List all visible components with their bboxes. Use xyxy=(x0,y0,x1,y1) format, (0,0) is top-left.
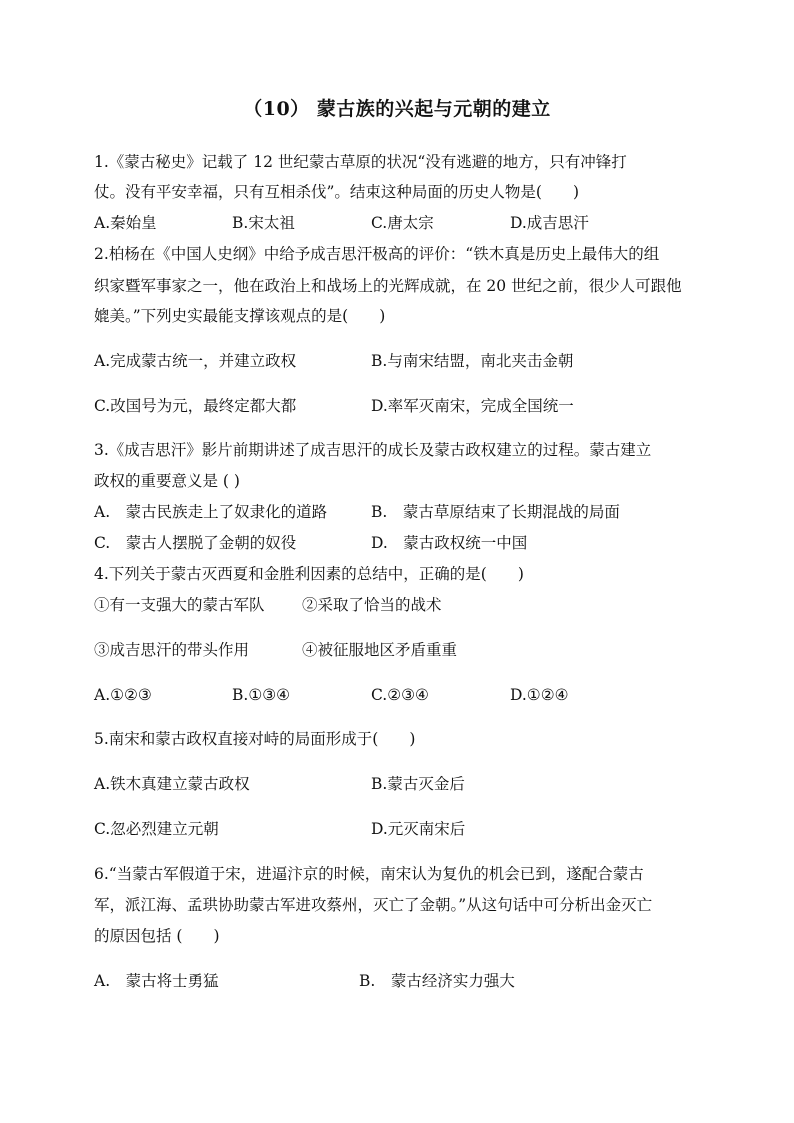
question-1-options xyxy=(94,213,704,233)
question-2-option-c: C.改国号为元，最终定都大都 xyxy=(94,397,297,415)
question-1-line-1: 1.《蒙古秘史》记载了 12 世纪蒙古草原的状况“没有逃避的地方，只有冲锋打 xyxy=(94,153,627,171)
question-3-option-a: A. 蒙古民族走上了奴隶化的道路 xyxy=(94,503,328,521)
question-2-options-row-1 xyxy=(94,351,704,371)
question-6-line-1: 6.“当蒙古军假道于宋，进逼汴京的时候，南宋认为复仇的机会已到，遂配合蒙古 xyxy=(94,865,644,883)
question-4-option-d: D.①②④ xyxy=(510,686,569,704)
question-5-line-1: 5.南宋和蒙古政权直接对峙的局面形成于( ) xyxy=(94,730,416,748)
question-5-option-c: C.忽必烈建立元朝 xyxy=(94,820,219,838)
question-4-items-row-1 xyxy=(94,595,704,615)
question-4-option-a: A.①②③ xyxy=(94,686,152,704)
question-4-option-c: C.②③④ xyxy=(371,686,429,704)
question-2-line-3: 媲美。”下列史实最能支撑该观点的是( ) xyxy=(94,307,386,325)
question-1-line-2: 仗。没有平安幸福，只有互相杀伐”。结束这种局面的历史人物是( ) xyxy=(94,183,580,201)
question-1-option-d: D.成吉思汗 xyxy=(510,214,589,232)
question-5-option-a: A.铁木真建立蒙古政权 xyxy=(94,775,250,793)
question-2-option-b: B.与南宋结盟，南北夹击金朝 xyxy=(371,352,574,370)
question-5-option-d: D.元灭南宋后 xyxy=(371,820,466,838)
question-1-option-c: C.唐太宗 xyxy=(371,214,434,232)
question-4-item-2: ②采取了恰当的战术 xyxy=(302,596,442,614)
question-2-line-1: 2.柏杨在《中国人史纲》中给予成吉思汗极高的评价：“铁木真是历史上最伟大的组 xyxy=(94,245,660,263)
question-4-item-4: ④被征服地区矛盾重重 xyxy=(302,641,458,659)
question-4-items-row-2 xyxy=(94,640,704,660)
question-2-option-a: A.完成蒙古统一，并建立政权 xyxy=(94,352,297,370)
question-4-item-3: ③成吉思汗的带头作用 xyxy=(94,641,250,659)
question-2-options-row-2 xyxy=(94,396,704,416)
question-5-options-row-2 xyxy=(94,819,704,839)
question-3-options-row-2 xyxy=(94,533,704,553)
question-5-options-row-1 xyxy=(94,774,704,794)
question-4-options xyxy=(94,685,704,705)
question-3-option-b: B. 蒙古草原结束了长期混战的局面 xyxy=(371,503,620,521)
question-4-item-1: ①有一支强大的蒙古军队 xyxy=(94,596,265,614)
question-6-line-2: 军，派江海、孟珙协助蒙古军进攻蔡州，灭亡了金朝。”从这句话中可分析出金灭亡 xyxy=(94,896,653,914)
question-1-option-b: B.宋太祖 xyxy=(232,214,295,232)
question-2-line-2: 织家暨军事家之一，他在政治上和战场上的光辉成就，在 20 世纪之前，很少人可跟他 xyxy=(94,277,682,295)
question-3-line-2: 政权的重要意义是 ( ) xyxy=(94,472,240,490)
question-6-options-row-1 xyxy=(94,971,704,991)
question-6-line-3: 的原因包括 ( ) xyxy=(94,927,220,945)
question-4-line-1: 4.下列关于蒙古灭西夏和金胜利因素的总结中，正确的是( ) xyxy=(94,565,524,583)
question-1-option-a: A.秦始皇 xyxy=(94,214,157,232)
page-title: （10） 蒙古族的兴起与元朝的建立 xyxy=(243,98,551,120)
question-3-line-1: 3.《成吉思汗》影片前期讲述了成吉思汗的成长及蒙古政权建立的过程。蒙古建立 xyxy=(94,441,652,459)
question-4-option-b: B.①③④ xyxy=(232,686,291,704)
question-6-option-b: B. 蒙古经济实力强大 xyxy=(359,972,515,990)
question-5-option-b: B.蒙古灭金后 xyxy=(371,775,465,793)
question-3-option-d: D. 蒙古政权统一中国 xyxy=(371,534,528,552)
question-3-option-c: C. 蒙古人摆脱了金朝的奴役 xyxy=(94,534,297,552)
question-2-option-d: D.率军灭南宋，完成全国统一 xyxy=(371,397,574,415)
question-6-option-a: A. 蒙古将士勇猛 xyxy=(94,972,219,990)
question-3-options-row-1 xyxy=(94,502,704,522)
